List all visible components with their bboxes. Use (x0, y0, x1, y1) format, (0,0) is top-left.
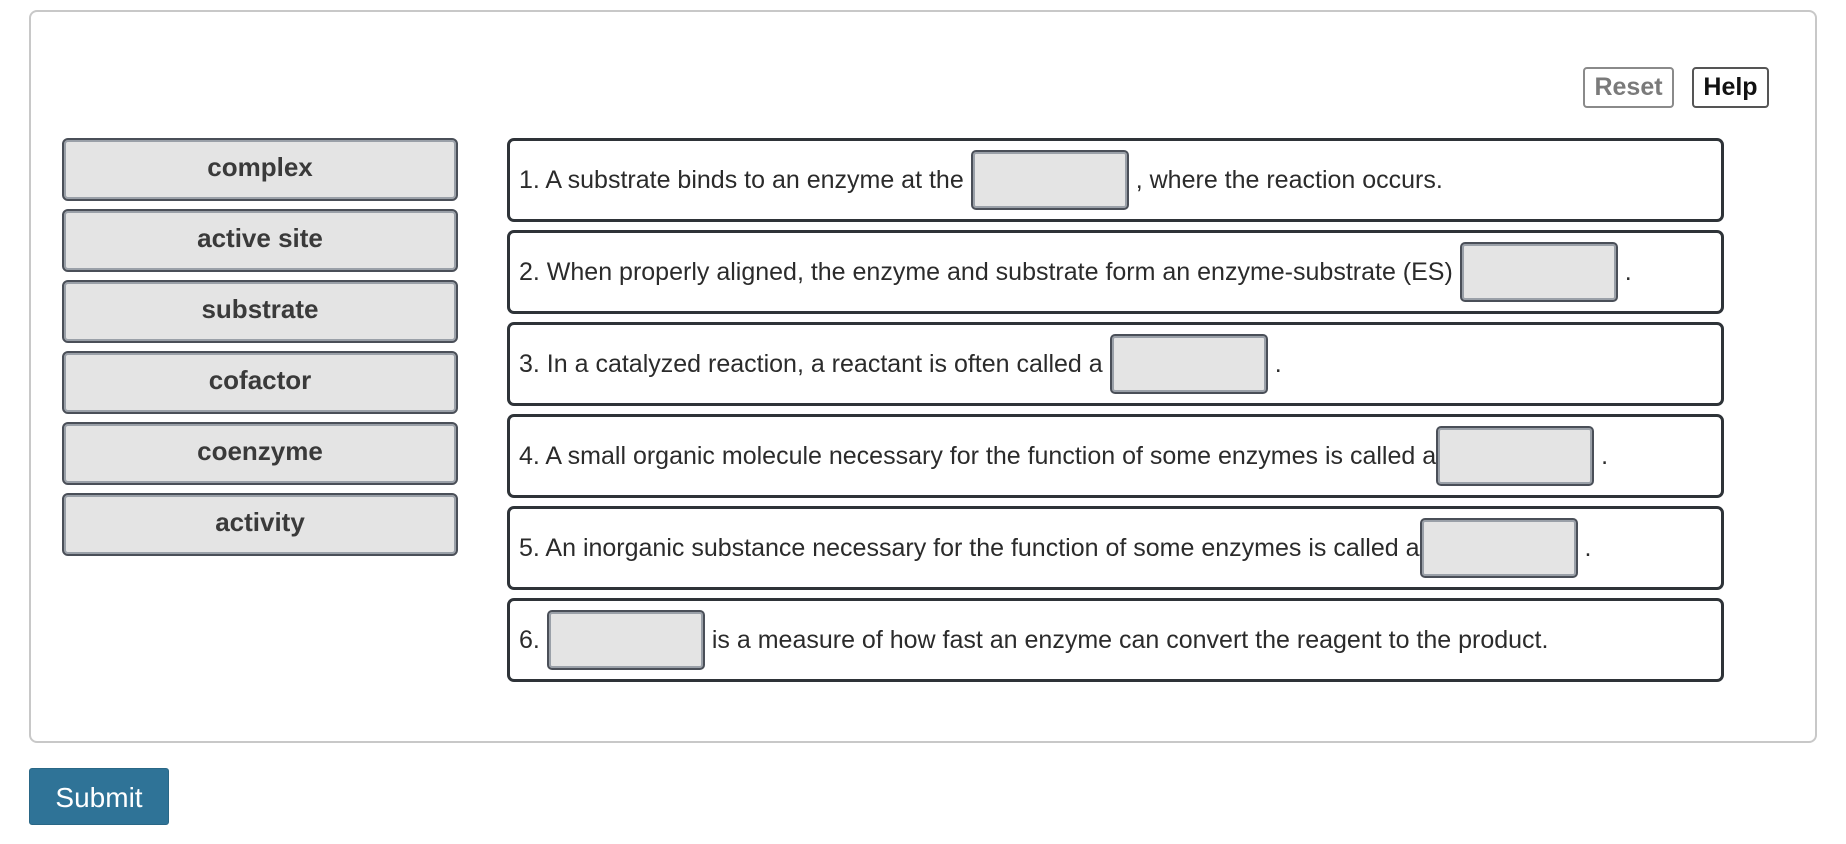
question-6-text-after: is a measure of how fast an enzyme can convert the reagent to the product. (711, 625, 1549, 654)
question-list (507, 138, 1724, 690)
drop-target-4[interactable] (1436, 426, 1594, 486)
answer-chip-active-site[interactable]: active site (62, 209, 458, 272)
question-1-text-before: 1. A substrate binds to an enzyme at the (519, 165, 964, 194)
question-4-text-after: . (1601, 441, 1609, 470)
word-bank (62, 138, 458, 564)
answer-chip-substrate[interactable]: substrate (62, 280, 458, 343)
question-4 (507, 414, 1724, 498)
drop-target-6[interactable] (547, 610, 705, 670)
drop-target-5[interactable] (1420, 518, 1578, 578)
submit-button[interactable]: Submit (29, 768, 169, 825)
question-5-text-after: . (1584, 533, 1592, 562)
help-button[interactable]: Help (1692, 67, 1769, 108)
question-5-text-before: 5. An inorganic substance necessary for the function of some enzymes is called a (519, 533, 1420, 562)
question-3-text-after: . (1274, 349, 1282, 378)
question-6 (507, 598, 1724, 682)
question-2-text-after: . (1624, 257, 1632, 286)
answer-chip-complex[interactable]: complex (62, 138, 458, 201)
answer-chip-activity[interactable]: activity (62, 493, 458, 556)
drop-target-3[interactable] (1110, 334, 1268, 394)
question-2-text-before: 2. When properly aligned, the enzyme and substrate form an enzyme-substrate (ES) (519, 257, 1453, 286)
question-5 (507, 506, 1724, 590)
drop-target-1[interactable] (971, 150, 1129, 210)
question-1-text-after: , where the reaction occurs. (1135, 165, 1443, 194)
question-1 (507, 138, 1724, 222)
reset-button[interactable]: Reset (1583, 67, 1674, 108)
answer-chip-coenzyme[interactable]: coenzyme (62, 422, 458, 485)
answer-chip-cofactor[interactable]: cofactor (62, 351, 458, 414)
question-3 (507, 322, 1724, 406)
question-4-text-before: 4. A small organic molecule necessary for the function of some enzymes is called a (519, 441, 1437, 470)
drop-target-2[interactable] (1460, 242, 1618, 302)
question-6-text-before: 6. (519, 625, 540, 654)
question-2 (507, 230, 1724, 314)
question-3-text-before: 3. In a catalyzed reaction, a reactant is often called a (519, 349, 1103, 378)
